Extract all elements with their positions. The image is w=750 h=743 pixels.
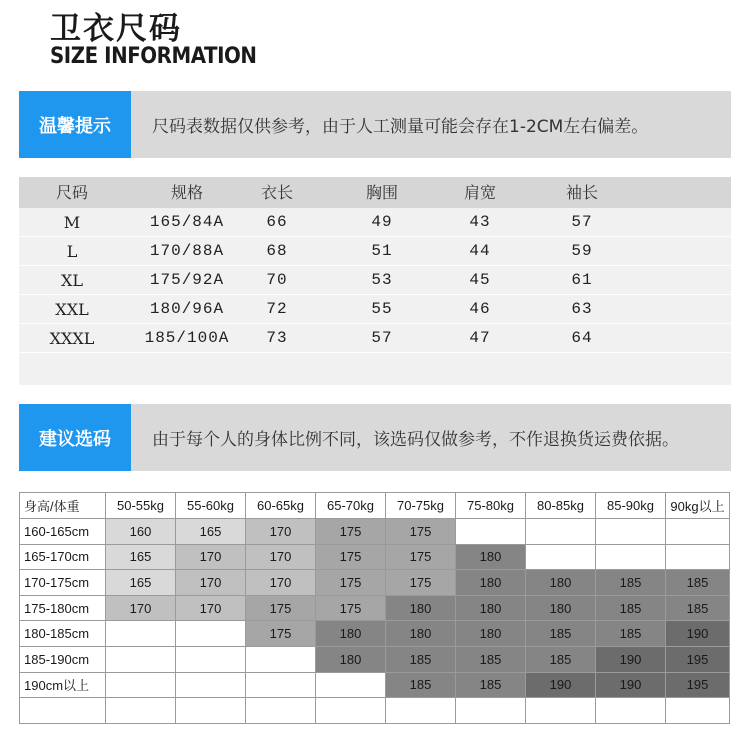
- advice-banner: [19, 404, 731, 471]
- grid-cell: [176, 672, 246, 698]
- grid-column-header: 85-90kg: [596, 493, 666, 519]
- grid-column-header: 75-80kg: [456, 493, 526, 519]
- grid-cell: 180: [456, 570, 526, 596]
- size-cell: 53: [371, 271, 393, 289]
- grid-cell: 175: [316, 519, 386, 545]
- size-row: [19, 295, 731, 324]
- grid-cell: 195: [666, 646, 730, 672]
- grid-cell: 175: [246, 595, 316, 621]
- grid-cell: 175: [386, 570, 456, 596]
- grid-row-header: 190cm以上: [20, 672, 106, 698]
- size-cell: 63: [571, 300, 593, 318]
- notice-banner: [19, 91, 731, 158]
- grid-row-header: 170-175cm: [20, 570, 106, 596]
- grid-cell: 180: [456, 544, 526, 570]
- grid-cell: 185: [596, 621, 666, 647]
- size-cell: 61: [571, 271, 593, 289]
- grid-column-header: 70-75kg: [386, 493, 456, 519]
- grid-cell: 170: [246, 519, 316, 545]
- grid-cell: 180: [316, 621, 386, 647]
- size-cell: 43: [469, 213, 491, 231]
- grid-cell: 180: [526, 595, 596, 621]
- grid-cell: [106, 698, 176, 724]
- grid-cell: [456, 698, 526, 724]
- grid-row: [20, 621, 730, 647]
- grid-cell: [246, 672, 316, 698]
- grid-cell: 180: [456, 595, 526, 621]
- grid-cell: 175: [316, 570, 386, 596]
- size-table-header: [19, 177, 731, 208]
- page-title-cn: 卫衣尺码: [50, 11, 182, 47]
- grid-cell: [316, 698, 386, 724]
- size-cell: XXXL: [49, 329, 95, 348]
- grid-cell: 170: [246, 570, 316, 596]
- grid-cell: 175: [246, 621, 316, 647]
- size-cell: 46: [469, 300, 491, 318]
- size-row: [19, 237, 731, 266]
- size-table: [19, 177, 731, 385]
- grid-cell: [106, 646, 176, 672]
- grid-cell: [596, 698, 666, 724]
- grid-cell: 190: [596, 646, 666, 672]
- grid-cell: 165: [106, 544, 176, 570]
- grid-cell: [526, 698, 596, 724]
- grid-cell: 185: [386, 646, 456, 672]
- grid-cell: [106, 672, 176, 698]
- grid-cell: [176, 646, 246, 672]
- grid-cell: 180: [386, 621, 456, 647]
- size-cell: L: [66, 242, 78, 261]
- size-cell: 170/88A: [149, 242, 225, 260]
- grid-row: [20, 672, 730, 698]
- grid-row: [20, 570, 730, 596]
- grid-cell: 190: [596, 672, 666, 698]
- grid-cell: 190: [666, 621, 730, 647]
- grid-cell: [526, 544, 596, 570]
- grid-cell: 195: [666, 672, 730, 698]
- grid-row-header: 160-165cm: [20, 519, 106, 545]
- notice-message: 尺码表数据仅供参考，由于人工测量可能会存在1-2CM左右偏差。: [152, 117, 649, 137]
- size-cell: XL: [60, 271, 83, 290]
- size-cell: 49: [371, 213, 393, 231]
- grid-cell: 185: [666, 595, 730, 621]
- grid-cell: 165: [176, 519, 246, 545]
- grid-cell: [666, 698, 730, 724]
- grid-column-header: 65-70kg: [316, 493, 386, 519]
- size-cell: 175/92A: [149, 271, 225, 289]
- recommend-grid: [19, 492, 730, 724]
- grid-cell: 180: [386, 595, 456, 621]
- grid-cell: [596, 519, 666, 545]
- grid-cell: [246, 698, 316, 724]
- size-cell: 72: [266, 300, 288, 318]
- grid-cell: [596, 544, 666, 570]
- size-cell: 57: [371, 329, 393, 347]
- grid-cell: 160: [106, 519, 176, 545]
- size-cell: 68: [266, 242, 288, 260]
- grid-cell: 185: [596, 570, 666, 596]
- grid-cell: [106, 621, 176, 647]
- grid-cell: [176, 698, 246, 724]
- size-cell: 66: [266, 213, 288, 231]
- size-cell: 64: [571, 329, 593, 347]
- grid-row: [20, 646, 730, 672]
- grid-row: [20, 544, 730, 570]
- grid-row-header: [20, 698, 106, 724]
- size-row: [19, 324, 731, 353]
- notice-tag: 温馨提示: [19, 91, 131, 158]
- grid-row-header: 175-180cm: [20, 595, 106, 621]
- grid-cell: 170: [176, 595, 246, 621]
- grid-cell: 175: [316, 544, 386, 570]
- grid-cell: 170: [246, 544, 316, 570]
- advice-message: 由于每个人的身体比例不同，该选码仅做参考，不作退换货运费依据。: [152, 430, 679, 450]
- grid-column-header: 50-55kg: [106, 493, 176, 519]
- page-title-en: SIZE INFORMATION: [50, 44, 257, 69]
- size-cell: M: [63, 213, 81, 232]
- grid-row: [20, 519, 730, 545]
- grid-cell: 185: [526, 646, 596, 672]
- grid-cell: 170: [106, 595, 176, 621]
- header-cell-size: 尺码: [55, 183, 88, 202]
- grid-cell: [176, 621, 246, 647]
- size-cell: 185/100A: [144, 329, 230, 347]
- size-cell: 47: [469, 329, 491, 347]
- size-cell: 55: [371, 300, 393, 318]
- grid-column-header: 90kg以上: [666, 493, 730, 519]
- grid-row-header: 180-185cm: [20, 621, 106, 647]
- grid-cell: 190: [526, 672, 596, 698]
- grid-column-header: 80-85kg: [526, 493, 596, 519]
- grid-cell: 185: [596, 595, 666, 621]
- size-table-body: [19, 208, 731, 353]
- grid-corner: 身高/体重: [20, 493, 106, 519]
- grid-cell: [526, 519, 596, 545]
- grid-cell: [456, 519, 526, 545]
- advice-tag: 建议选码: [19, 404, 131, 471]
- size-cell: XXL: [55, 300, 89, 319]
- grid-cell: 180: [456, 621, 526, 647]
- grid-cell: 180: [526, 570, 596, 596]
- grid-cell: [666, 544, 730, 570]
- grid-row-header: 165-170cm: [20, 544, 106, 570]
- grid-header-row: [20, 493, 730, 519]
- grid-cell: 180: [316, 646, 386, 672]
- grid-cell: 185: [526, 621, 596, 647]
- grid-cell: 175: [386, 519, 456, 545]
- grid-column-header: 55-60kg: [176, 493, 246, 519]
- grid-cell: 165: [106, 570, 176, 596]
- grid-cell: 185: [666, 570, 730, 596]
- grid-cell: [666, 519, 730, 545]
- grid-cell: [316, 672, 386, 698]
- size-row: [19, 208, 731, 237]
- grid-row: [20, 698, 730, 724]
- size-cell: 165/84A: [149, 213, 225, 231]
- grid-row: [20, 595, 730, 621]
- size-cell: 45: [469, 271, 491, 289]
- size-cell: 44: [469, 242, 491, 260]
- grid-cell: 185: [456, 646, 526, 672]
- grid-cell: 170: [176, 544, 246, 570]
- size-row: [19, 266, 731, 295]
- grid-cell: [386, 698, 456, 724]
- grid-cell: 185: [456, 672, 526, 698]
- size-cell: 51: [371, 242, 393, 260]
- grid-row-header: 185-190cm: [20, 646, 106, 672]
- header-cell-chest: 胸围: [365, 183, 398, 202]
- grid-cell: 170: [176, 570, 246, 596]
- grid-column-header: 60-65kg: [246, 493, 316, 519]
- grid-cell: 175: [316, 595, 386, 621]
- grid-cell: [246, 646, 316, 672]
- header-cell-sleeve: 袖长: [565, 183, 598, 202]
- size-cell: 57: [571, 213, 593, 231]
- grid-cell: 185: [386, 672, 456, 698]
- size-cell: 73: [266, 329, 288, 347]
- size-cell: 70: [266, 271, 288, 289]
- size-cell: 180/96A: [149, 300, 225, 318]
- header-cell-length: 衣长: [260, 183, 293, 202]
- header-cell-spec: 规格: [170, 183, 203, 202]
- header-cell-shoulder: 肩宽: [463, 183, 496, 202]
- size-cell: 59: [571, 242, 593, 260]
- grid-cell: 175: [386, 544, 456, 570]
